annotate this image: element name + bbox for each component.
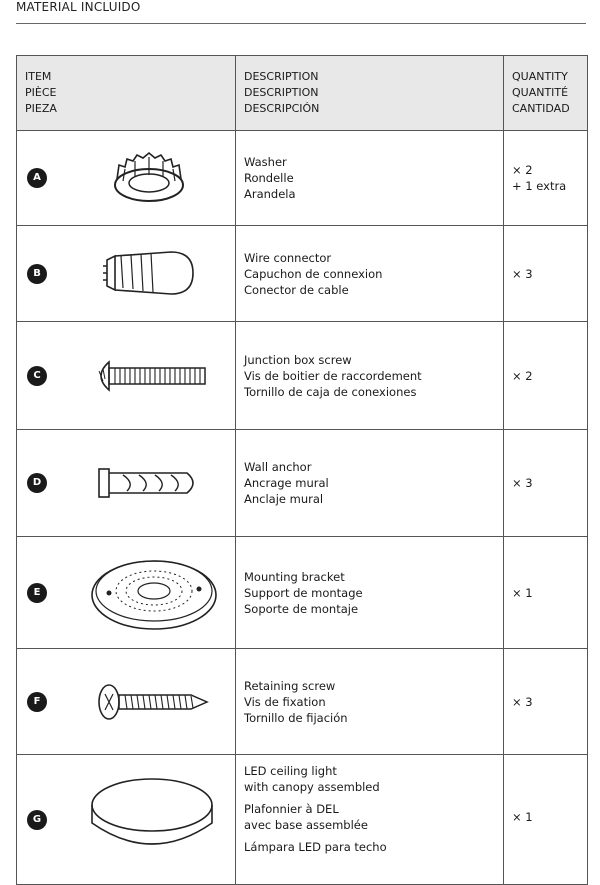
wall-anchor-icon — [95, 463, 205, 503]
table-row — [17, 537, 588, 649]
quantity-cell: × 2 + 1 extra — [504, 131, 588, 226]
retaining-screw-icon — [93, 682, 213, 722]
quantity-cell: × 3 — [504, 430, 588, 537]
description-cell: Mounting bracket Support de montage Soporte de montaje — [236, 537, 504, 649]
description-cell: LED ceiling light with canopy assembled Plafonnier à DEL avec base assemblée Lámpara LED para techo — [236, 755, 504, 885]
header-description: DESCRIPTION DESCRIPTION DESCRIPCIÓN — [236, 56, 504, 131]
item-cell — [17, 537, 236, 649]
table-row — [17, 322, 588, 430]
junction-box-screw-icon — [91, 359, 211, 393]
parts-table — [16, 55, 588, 885]
item-letter-badge: G — [27, 810, 47, 830]
item-cell — [17, 649, 236, 755]
item-letter-badge: C — [27, 366, 47, 386]
section-title: MATERIAL INCLUIDO — [16, 0, 141, 14]
mounting-bracket-icon — [89, 553, 219, 633]
description-cell: Washer Rondelle Arandela — [236, 131, 504, 226]
quantity-cell: × 1 — [504, 537, 588, 649]
description-cell: Retaining screw Vis de fixation Tornillo de fijación — [236, 649, 504, 755]
title-divider — [16, 23, 586, 24]
item-letter-badge: E — [27, 583, 47, 603]
wire-connector-icon — [101, 248, 201, 298]
item-cell — [17, 430, 236, 537]
table-row — [17, 430, 588, 537]
quantity-cell: × 2 — [504, 322, 588, 430]
description-cell: Wall anchor Ancrage mural Anclaje mural — [236, 430, 504, 537]
header-row — [17, 56, 588, 131]
item-cell — [17, 131, 236, 226]
item-cell — [17, 226, 236, 322]
washer-icon — [109, 149, 189, 209]
header-item: ITEM PIÈCE PIEZA — [17, 56, 236, 131]
item-cell — [17, 322, 236, 430]
item-cell — [17, 755, 236, 885]
table-row — [17, 649, 588, 755]
item-letter-badge: F — [27, 692, 47, 712]
description-cell: Wire connector Capuchon de connexion Conector de cable — [236, 226, 504, 322]
description-cell: Junction box screw Vis de boitier de raccordement Tornillo de caja de conexiones — [236, 322, 504, 430]
item-letter-badge: D — [27, 473, 47, 493]
led-ceiling-light-icon — [87, 775, 217, 865]
quantity-cell: × 3 — [504, 649, 588, 755]
item-letter-badge: B — [27, 264, 47, 284]
header-quantity: QUANTITY QUANTITÉ CANTIDAD — [504, 56, 588, 131]
table-row — [17, 131, 588, 226]
table-row — [17, 755, 588, 885]
item-letter-badge: A — [27, 168, 47, 188]
quantity-cell: × 3 — [504, 226, 588, 322]
quantity-cell: × 1 — [504, 755, 588, 885]
table-row — [17, 226, 588, 322]
